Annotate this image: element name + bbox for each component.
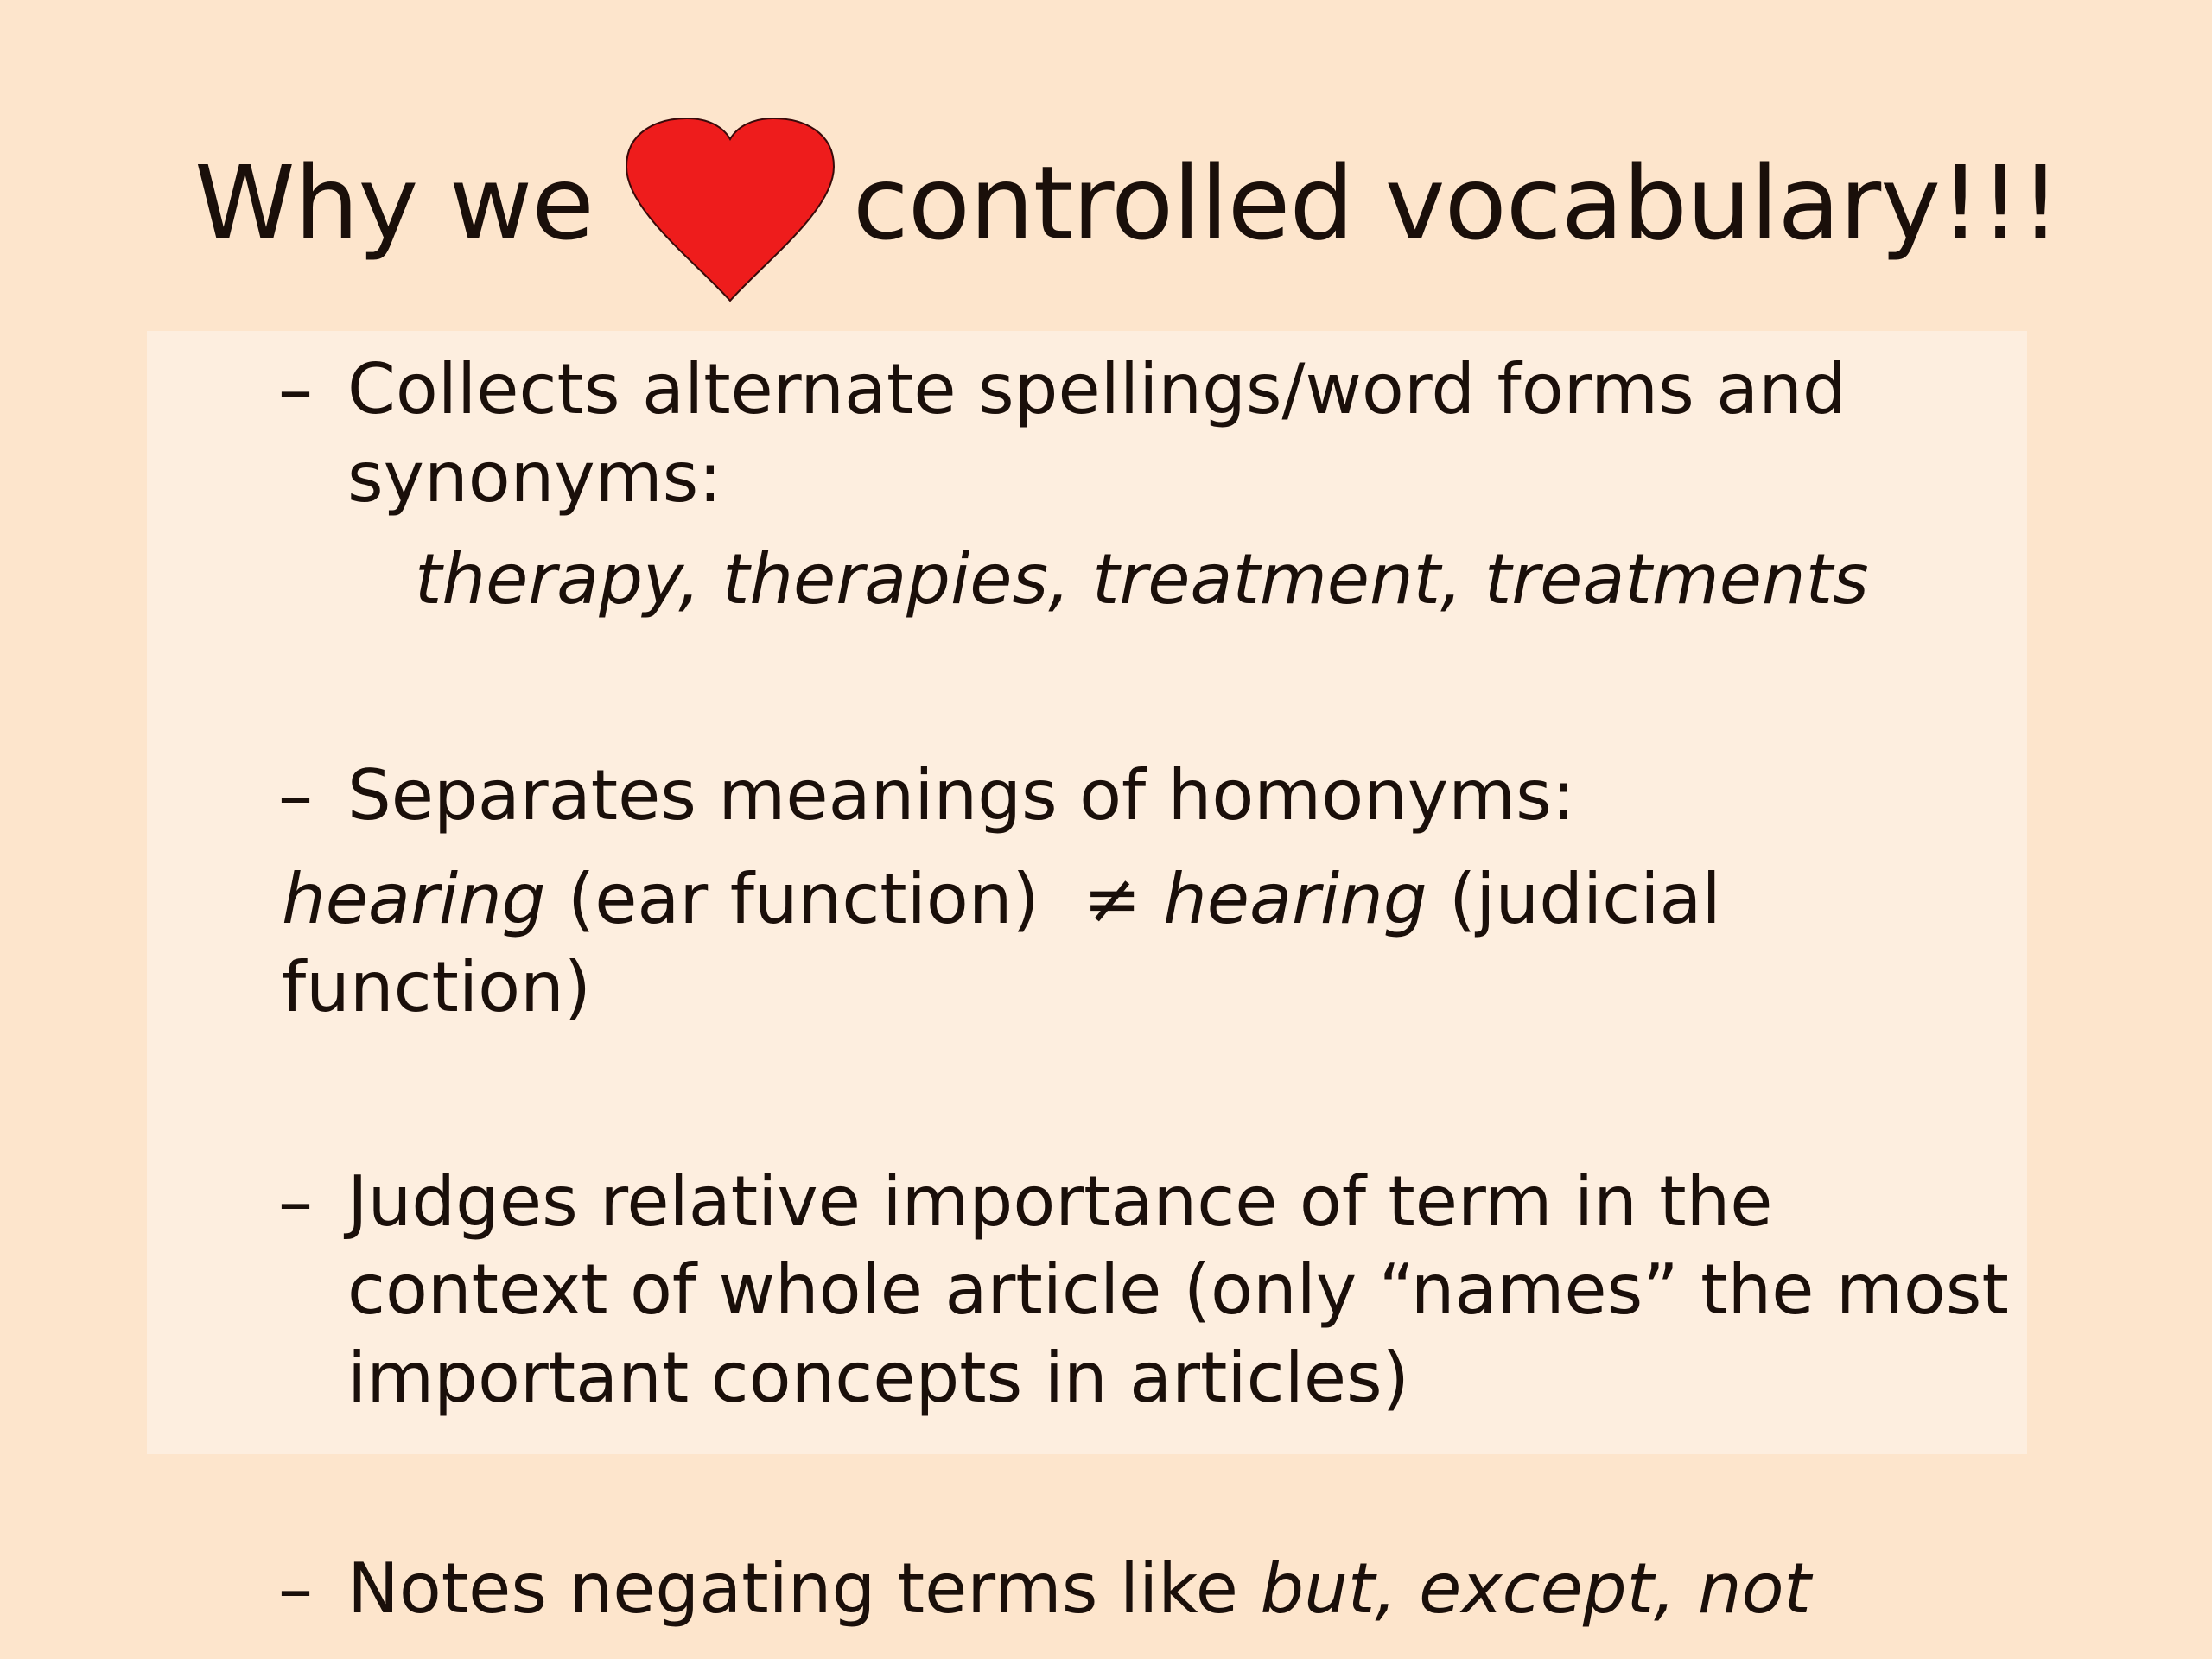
bullet-marker: –	[278, 1548, 313, 1629]
bullet-line: Collects alternate spellings/word forms and	[347, 349, 1847, 429]
bullet-prefix: Notes negating terms like	[347, 1548, 1261, 1629]
bullet-item-homonyms	[278, 752, 2093, 847]
homonym-term: hearing	[282, 859, 546, 939]
bullet-text: Separates meanings of homonyms:	[347, 755, 1575, 836]
homonym-term: hearing	[1163, 859, 1427, 939]
bullet-text	[347, 1545, 1811, 1633]
bullet-line: synonyms:	[347, 437, 722, 518]
bullet-line: context of whole article (only “names” the most	[347, 1249, 2009, 1330]
homonym-gloss: (ear function) ≠	[545, 859, 1164, 939]
homonym-line	[282, 855, 2010, 944]
homonym-line: function)	[282, 947, 592, 1027]
slide-title	[194, 104, 2060, 302]
bullet-item-negating-terms	[278, 1545, 2136, 1640]
bullet-marker: –	[278, 755, 313, 836]
heart-shape	[626, 118, 834, 301]
bullet-line: important concepts in articles)	[347, 1338, 1409, 1418]
title-text-before: Why we	[194, 143, 594, 263]
bullet-marker: –	[278, 1161, 313, 1242]
heart-icon	[618, 115, 842, 309]
bullet-item-importance	[278, 1158, 2136, 1434]
synonym-example: therapy, therapies, treatment, treatments	[415, 539, 1869, 620]
bullet-item-alternate-spellings	[278, 346, 2093, 536]
title-text-after: controlled vocabulary!!!	[852, 143, 2060, 263]
bullet-marker: –	[278, 349, 313, 429]
bullet-line: Judges relative importance of term in the	[347, 1161, 1773, 1242]
negating-terms: but, except, not	[1260, 1548, 1811, 1629]
bullet-text	[347, 346, 1847, 522]
homonym-example	[282, 855, 2010, 1032]
homonym-gloss: (judicial	[1427, 859, 1721, 939]
bullet-text	[347, 1158, 2009, 1422]
